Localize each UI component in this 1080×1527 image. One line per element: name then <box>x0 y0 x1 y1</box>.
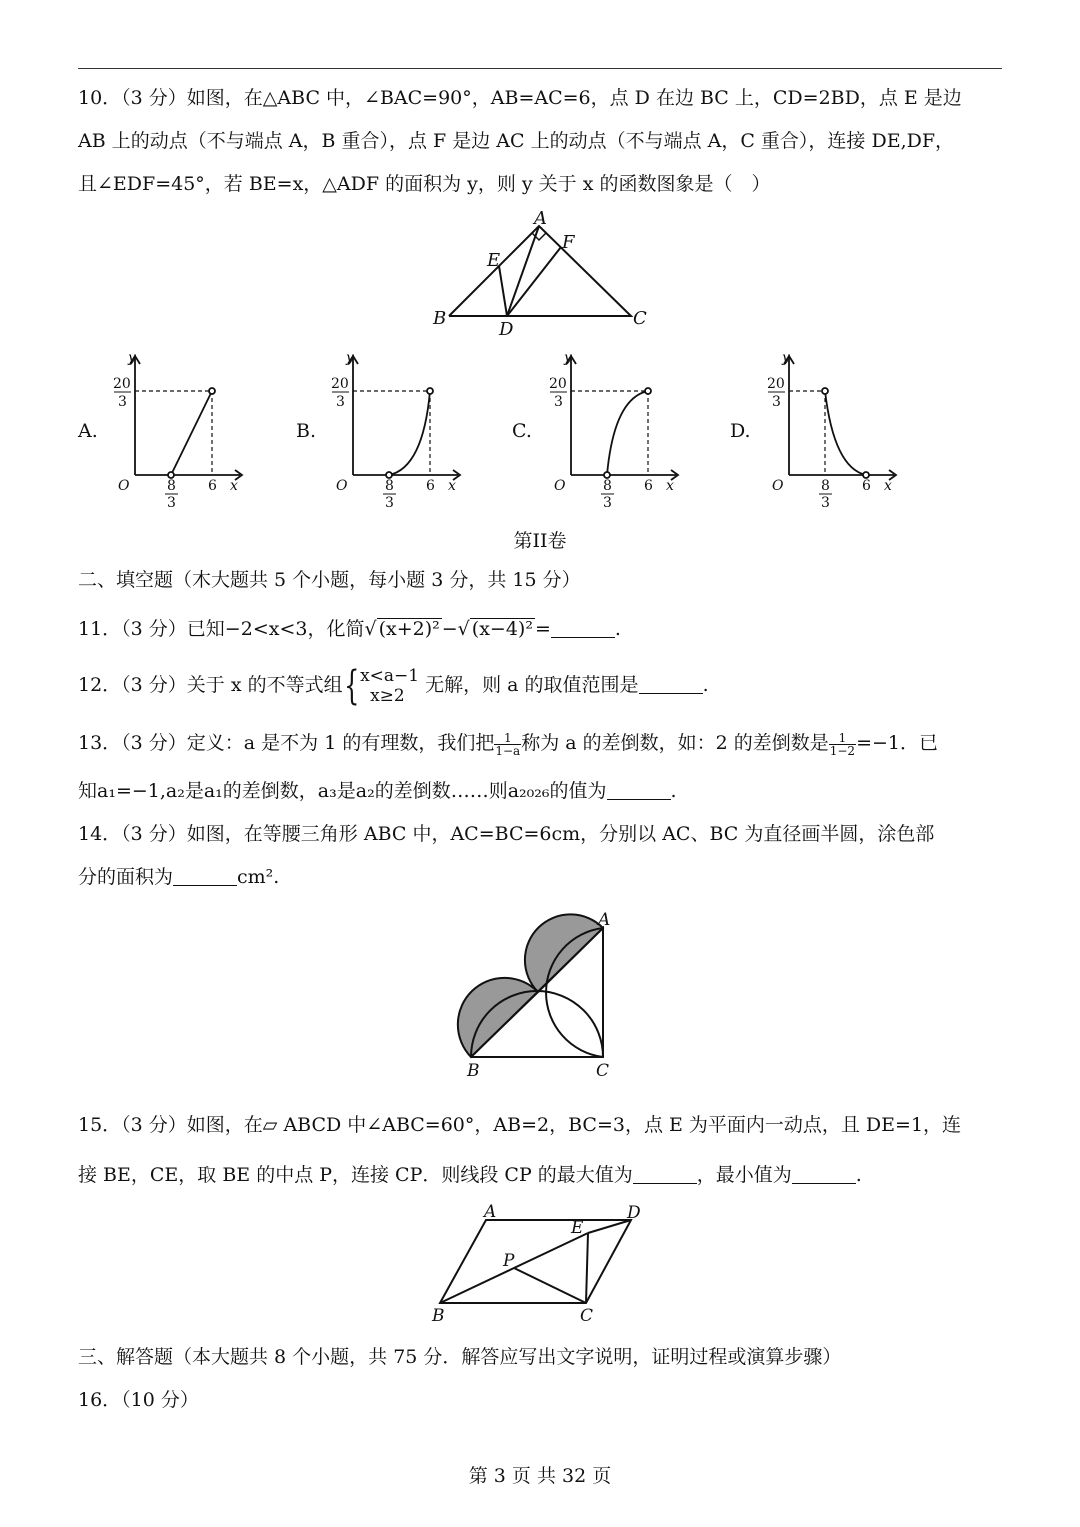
section-title: 第II卷 <box>513 530 567 552</box>
svg-text:A: A <box>598 910 611 930</box>
svg-text:6: 6 <box>862 478 871 494</box>
svg-text:6: 6 <box>426 478 435 494</box>
svg-text:6: 6 <box>208 478 217 494</box>
svg-text:20: 20 <box>549 376 567 392</box>
q15-line2: 接 BE，CE，取 BE 的中点 P，连接 CP．则线段 CP 的最大值为 ，最小值为 . <box>78 1164 862 1186</box>
svg-text:O: O <box>336 478 348 494</box>
q14-line2: 分的面积为 cm². <box>78 866 280 888</box>
svg-text:O: O <box>554 478 566 494</box>
svg-text:6: 6 <box>644 478 653 494</box>
q10-line2: AB 上的动点（不与端点 A，B 重合），点 F 是边 AC 上的动点（不与端点 A，C 重合），连接 DE,DF， <box>78 130 955 152</box>
svg-text:20: 20 <box>767 376 785 392</box>
svg-text:C: C <box>596 1061 610 1081</box>
svg-text:3: 3 <box>385 495 394 511</box>
svg-text:x: x <box>884 478 892 494</box>
q10-line1: 10．（3 分）如图，在△ABC 中，∠BAC=90°，AB=AC=6，点 D 在边 BC 上，CD=2BD，点 E 是边 <box>78 87 962 109</box>
svg-text:O: O <box>772 478 784 494</box>
label-f: F <box>562 232 575 253</box>
label-c: C <box>633 308 647 329</box>
svg-text:8: 8 <box>821 478 830 494</box>
svg-text:3: 3 <box>603 495 612 511</box>
sqrt-1: (x+2)² <box>378 618 440 640</box>
svg-text:B: B <box>467 1061 480 1081</box>
svg-text:y: y <box>128 350 136 366</box>
system-brace: { <box>343 663 359 709</box>
svg-text:y: y <box>782 350 790 366</box>
svg-text:O: O <box>118 478 130 494</box>
fraction-1-over-1-minus-2: $\frac{1}{1-2}$ <box>829 730 856 758</box>
section3-heading: 三、解答题（本大题共 8 个小题，共 75 分．解答应写出文字说明，证明过程或演算步骤） <box>78 1346 842 1368</box>
svg-text:8: 8 <box>167 478 176 494</box>
segment-cp <box>514 1268 586 1303</box>
svg-text:x: x <box>230 478 238 494</box>
svg-text:3: 3 <box>554 394 563 410</box>
sqrt-2: (x−4)² <box>471 618 533 640</box>
section2-heading: 二、填空题（木大题共 5 个小题，每小题 3 分，共 15 分） <box>78 569 581 591</box>
svg-text:20: 20 <box>331 376 349 392</box>
svg-text:8: 8 <box>603 478 612 494</box>
q12-line: 12．（3 分）关于 x 的不等式组{ x<a−1 x≥2 无解，则 a 的取值范围是 . <box>78 663 709 709</box>
svg-text:x: x <box>448 478 456 494</box>
svg-text:8: 8 <box>385 478 394 494</box>
svg-text:D: D <box>627 1203 641 1223</box>
svg-text:3: 3 <box>336 394 345 410</box>
option-b-label[interactable]: B. <box>296 420 317 442</box>
option-a-label[interactable]: A. <box>78 420 98 442</box>
svg-text:A: A <box>484 1202 497 1222</box>
page-footer: 第 3 页 共 32 页 <box>468 1465 612 1487</box>
svg-text:x: x <box>666 478 674 494</box>
label-e: E <box>487 250 501 271</box>
q15-line1: 15．（3 分）如图，在▱ ABCD 中∠ABC=60°，AB=2，BC=3，点 E 为平面内一动点，且 DE=1，连 <box>78 1114 962 1136</box>
q10-line3: 且∠EDF=45°，若 BE=x，△ADF 的面积为 y，则 y 关于 x 的函数图象是（ ） <box>78 173 771 195</box>
inequality-system: x<a−1 x≥2 <box>360 666 420 706</box>
svg-text:P: P <box>503 1251 515 1271</box>
option-c-label[interactable]: C. <box>512 420 532 442</box>
label-a: A <box>534 208 547 229</box>
svg-text:3: 3 <box>821 495 830 511</box>
svg-text:B: B <box>432 1306 445 1326</box>
option-d-label[interactable]: D. <box>730 420 751 442</box>
q13-line1: 13．（3 分）定义：a 是不为 1 的有理数，我们把 $\frac{1}{1-a}$ 称为 a 的差倒数，如：2 的差倒数是 $\frac{1}{1-2}$ =−1．已 <box>78 730 938 758</box>
label-b: B <box>433 308 447 329</box>
svg-text:3: 3 <box>772 394 781 410</box>
segment-ce <box>586 1233 588 1303</box>
svg-text:y: y <box>564 350 572 366</box>
svg-text:20: 20 <box>113 376 131 392</box>
q13-line2: 知a₁=−1,a₂是a₁的差倒数，a₃是a₂的差倒数……则a₂₀₂₆的值为 . <box>78 780 677 802</box>
svg-text:E: E <box>571 1218 584 1238</box>
q11-line: 11．（3 分）已知−2<x<3，化简√ (x+2)² −√ (x−4)² = . <box>78 618 621 640</box>
fraction-1-over-1-minus-a: $\frac{1}{1-a}$ <box>495 730 521 758</box>
q14-line1: 14．（3 分）如图，在等腰三角形 ABC 中，AC=BC=6cm，分别以 AC、BC 为直径画半圆，涂色部 <box>78 823 935 845</box>
label-d: D <box>499 319 514 340</box>
svg-text:C: C <box>580 1306 594 1326</box>
svg-text:3: 3 <box>118 394 127 410</box>
svg-text:y: y <box>346 350 354 366</box>
svg-text:3: 3 <box>167 495 176 511</box>
q16-heading: 16．（10 分） <box>78 1389 199 1411</box>
